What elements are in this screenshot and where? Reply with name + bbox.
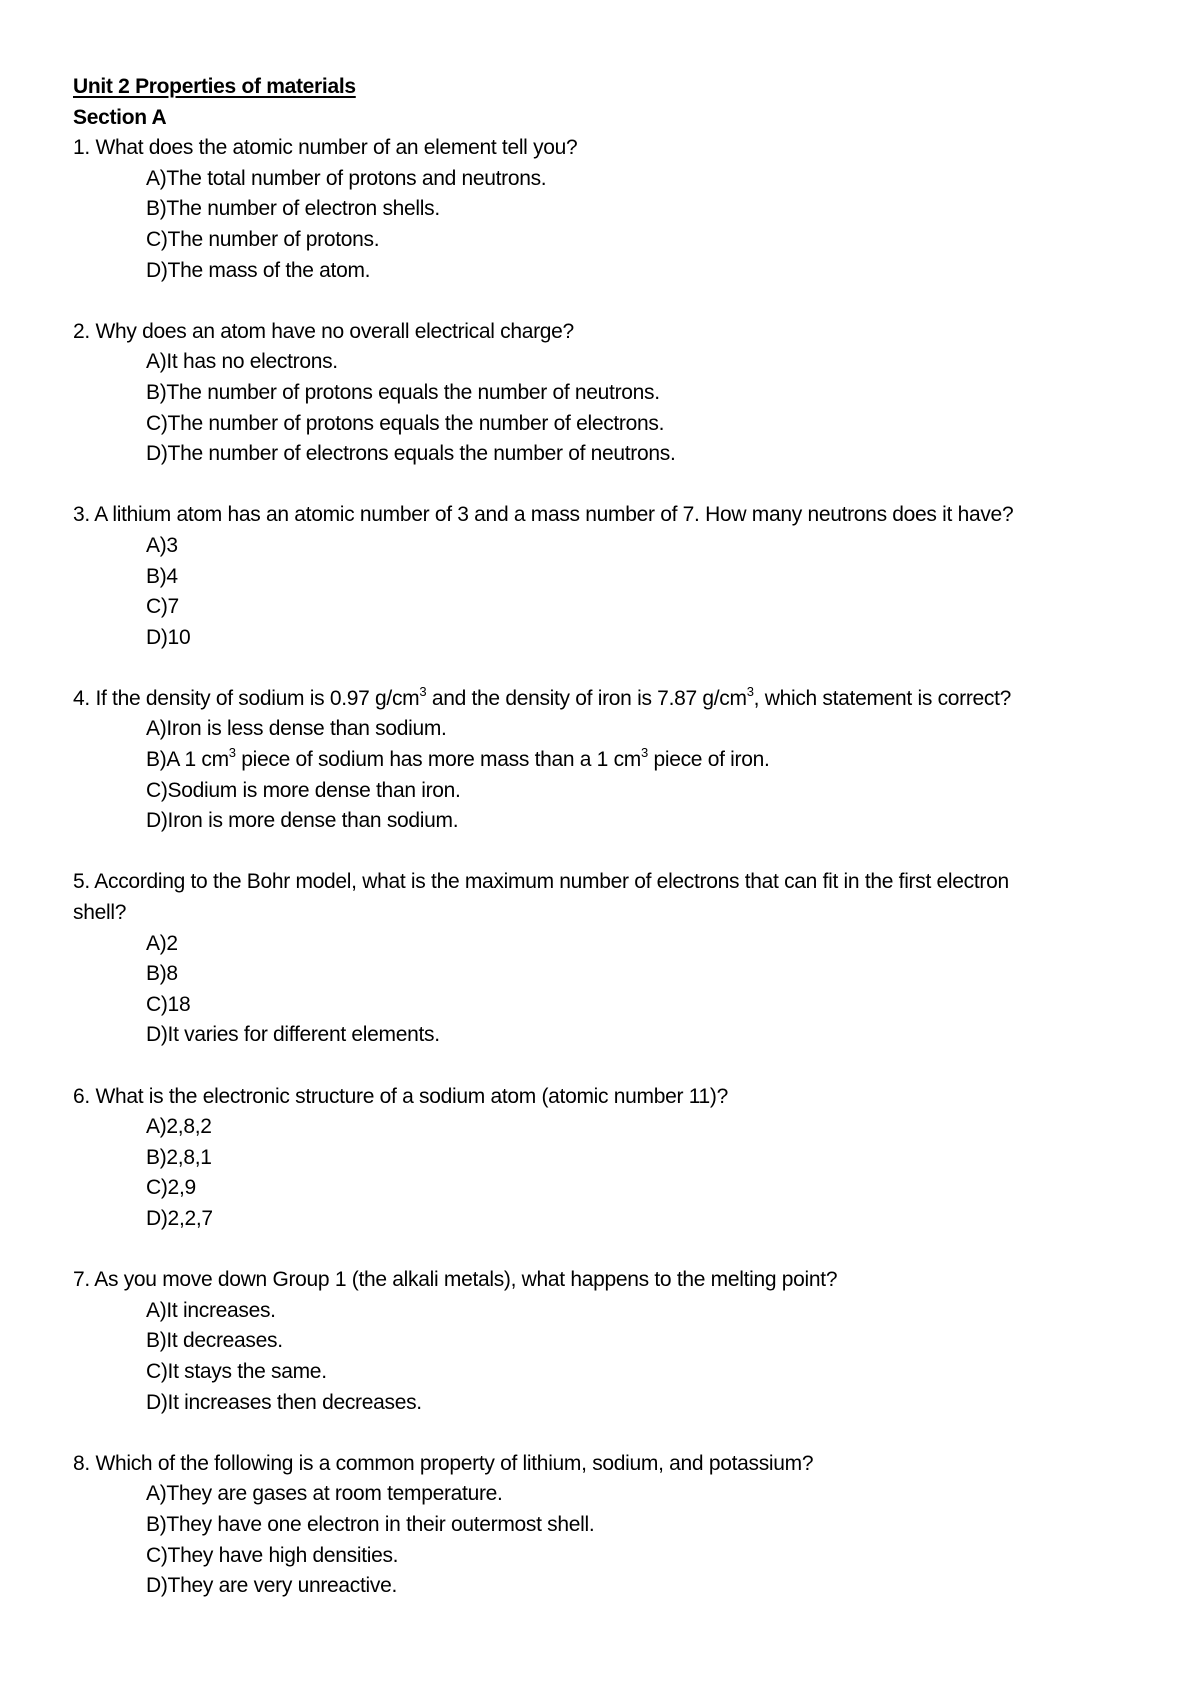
section-heading: Section A <box>73 105 167 129</box>
question-text: 7. As you move down Group 1 (the alkali metals), what happens to the melting point? <box>73 1268 838 1292</box>
option-c: C)They have high densities. <box>146 1543 399 1567</box>
question-3 <box>73 500 1143 653</box>
option-c: C)2,9 <box>146 1176 196 1200</box>
option-a: A)They are gases at room temperature. <box>146 1482 503 1506</box>
option-text-part: B)A 1 cm <box>146 748 229 772</box>
option-text-part: piece of iron. <box>647 748 770 772</box>
option-a: A)2,8,2 <box>146 1115 212 1139</box>
option-b <box>73 745 1143 776</box>
option-b: B)The number of electron shells. <box>146 197 440 221</box>
question-7 <box>73 1265 1143 1418</box>
document-page <box>73 72 1143 1632</box>
question-text: 5. According to the Bohr model, what is the maximum number of electrons that can fit in the first electron shell? <box>73 870 1009 925</box>
option-b: B)8 <box>146 962 178 986</box>
question-5 <box>73 867 1143 1051</box>
option-d: D)They are very unreactive. <box>146 1574 397 1598</box>
option-b: B)The number of protons equals the number of neutrons. <box>146 380 660 404</box>
question-text-part: and the density of iron is 7.87 g/cm <box>426 686 747 710</box>
question-text-part: , which statement is correct? <box>753 686 1012 710</box>
option-c: C)18 <box>146 992 191 1016</box>
superscript: 3 <box>228 745 236 761</box>
question-text: 3. A lithium atom has an atomic number of 3 and a mass number of 7. How many neutrons does it have? <box>73 503 1014 527</box>
option-d: D)It varies for different elements. <box>146 1023 440 1047</box>
option-b: B)4 <box>146 564 178 588</box>
option-c: C)It stays the same. <box>146 1359 327 1383</box>
document-title: Unit 2 Properties of materials <box>73 75 356 98</box>
option-text-part: piece of sodium has more mass than a 1 cm <box>235 748 641 772</box>
question-8 <box>73 1449 1143 1602</box>
option-c: C)Sodium is more dense than iron. <box>146 778 461 802</box>
option-a: A)The total number of protons and neutrons. <box>146 166 547 190</box>
option-b: B)They have one electron in their outermost shell. <box>146 1512 595 1536</box>
question-text-part: 4. If the density of sodium is 0.97 g/cm <box>73 686 420 710</box>
question-text: 2. Why does an atom have no overall electrical charge? <box>73 319 574 343</box>
option-d: D)10 <box>146 625 191 649</box>
option-a: A)Iron is less dense than sodium. <box>146 717 447 741</box>
option-d: D)It increases then decreases. <box>146 1390 422 1414</box>
option-d: D)2,2,7 <box>146 1206 213 1230</box>
option-c: C)7 <box>146 595 179 619</box>
question-text <box>73 684 1143 715</box>
option-b: B)It decreases. <box>146 1329 283 1353</box>
option-c: C)The number of protons. <box>146 227 380 251</box>
option-d: D)The mass of the atom. <box>146 258 371 282</box>
question-text: 8. Which of the following is a common property of lithium, sodium, and potassium? <box>73 1451 814 1475</box>
option-a: A)2 <box>146 931 178 955</box>
superscript: 3 <box>641 745 648 761</box>
question-4 <box>73 684 1143 837</box>
question-text: 1. What does the atomic number of an element tell you? <box>73 136 578 160</box>
question-2 <box>73 317 1143 470</box>
question-text: 6. What is the electronic structure of a sodium atom (atomic number 11)? <box>73 1084 728 1108</box>
option-a: A)It has no electrons. <box>146 350 338 374</box>
option-a: A)It increases. <box>146 1298 276 1322</box>
option-a: A)3 <box>146 533 178 557</box>
superscript: 3 <box>746 683 754 699</box>
question-1 <box>73 133 1143 286</box>
superscript: 3 <box>419 683 427 699</box>
option-d: D)Iron is more dense than sodium. <box>146 809 459 833</box>
option-c: C)The number of protons equals the number of electrons. <box>146 411 665 435</box>
option-b: B)2,8,1 <box>146 1145 212 1169</box>
question-6 <box>73 1082 1143 1235</box>
option-d: D)The number of electrons equals the number of neutrons. <box>146 442 676 466</box>
